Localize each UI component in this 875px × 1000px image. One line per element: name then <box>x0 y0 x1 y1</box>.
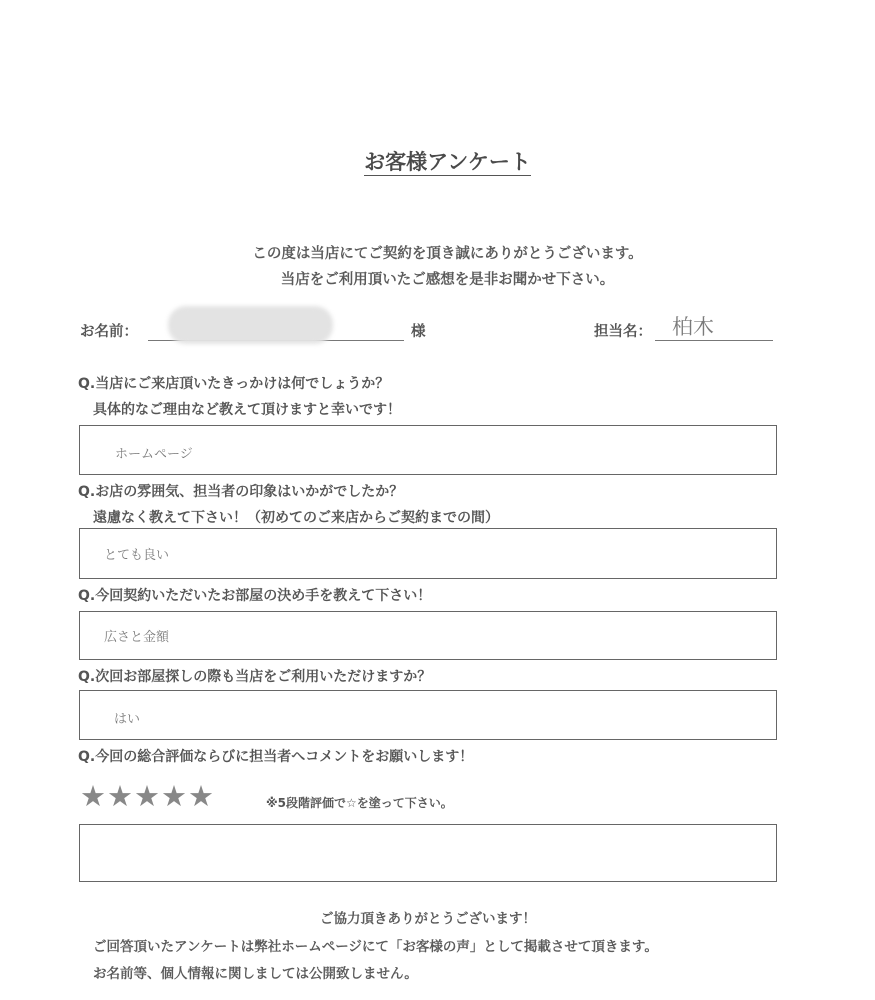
question-2: Q.お店の雰囲気、担当者の印象はいかがでしたか？ <box>78 484 404 500</box>
intro-line-2: 当店をご利用頂いたご感想を是非お聞かせ下さい。 <box>280 272 615 288</box>
star-rating[interactable]: ★★★★★ <box>80 779 215 813</box>
answer-3: 広さと金額 <box>104 630 170 645</box>
footer-thanks: ご協力頂きありがとうございます！ <box>320 911 536 927</box>
redacted-name <box>168 306 333 344</box>
answer-box-3[interactable] <box>79 611 777 660</box>
staff-label: 担当名： <box>594 324 652 340</box>
name-label: お名前： <box>80 324 138 340</box>
question-3: Q.今回契約いただいたお部屋の決め手を教えて下さい！ <box>78 588 432 604</box>
answer-box-2[interactable] <box>79 528 777 579</box>
answer-box-1[interactable] <box>79 425 777 475</box>
name-suffix: 様 <box>411 324 426 340</box>
staff-name: 柏木 <box>672 315 714 339</box>
question-5: Q.今回の総合評価ならびに担当者へコメントをお願いします！ <box>78 749 474 765</box>
page-title: お客様アンケート <box>364 150 531 174</box>
answer-2: とても良い <box>104 548 170 563</box>
footer-privacy: お名前等、個人情報に関しましては公開致しません。 <box>93 966 418 982</box>
footer-notice: ご回答頂いたアンケートは弊社ホームページにて「お客様の声」として掲載させて頂きます。 <box>93 939 658 955</box>
answer-box-4[interactable] <box>79 690 777 740</box>
answer-4: はい <box>114 712 141 727</box>
intro-line-1: この度は当店にてご契約を頂き誠にありがとうございます。 <box>252 246 643 262</box>
question-1: Q.当店にご来店頂いたきっかけは何でしょうか？ <box>78 376 390 392</box>
question-1-sub: 具体的なご理由など教えて頂けますと幸いです！ <box>93 402 401 418</box>
question-4: Q.次回お部屋探しの際も当店をご利用いただけますか？ <box>78 669 432 685</box>
comment-box[interactable] <box>79 824 777 882</box>
question-2-sub: 遠慮なく教えて下さい！（初めてのご来店からご契約までの間） <box>93 510 499 526</box>
answer-1: ホームページ <box>115 447 193 462</box>
rating-note: ※5段階評価で☆を塗って下さい。 <box>266 796 453 810</box>
